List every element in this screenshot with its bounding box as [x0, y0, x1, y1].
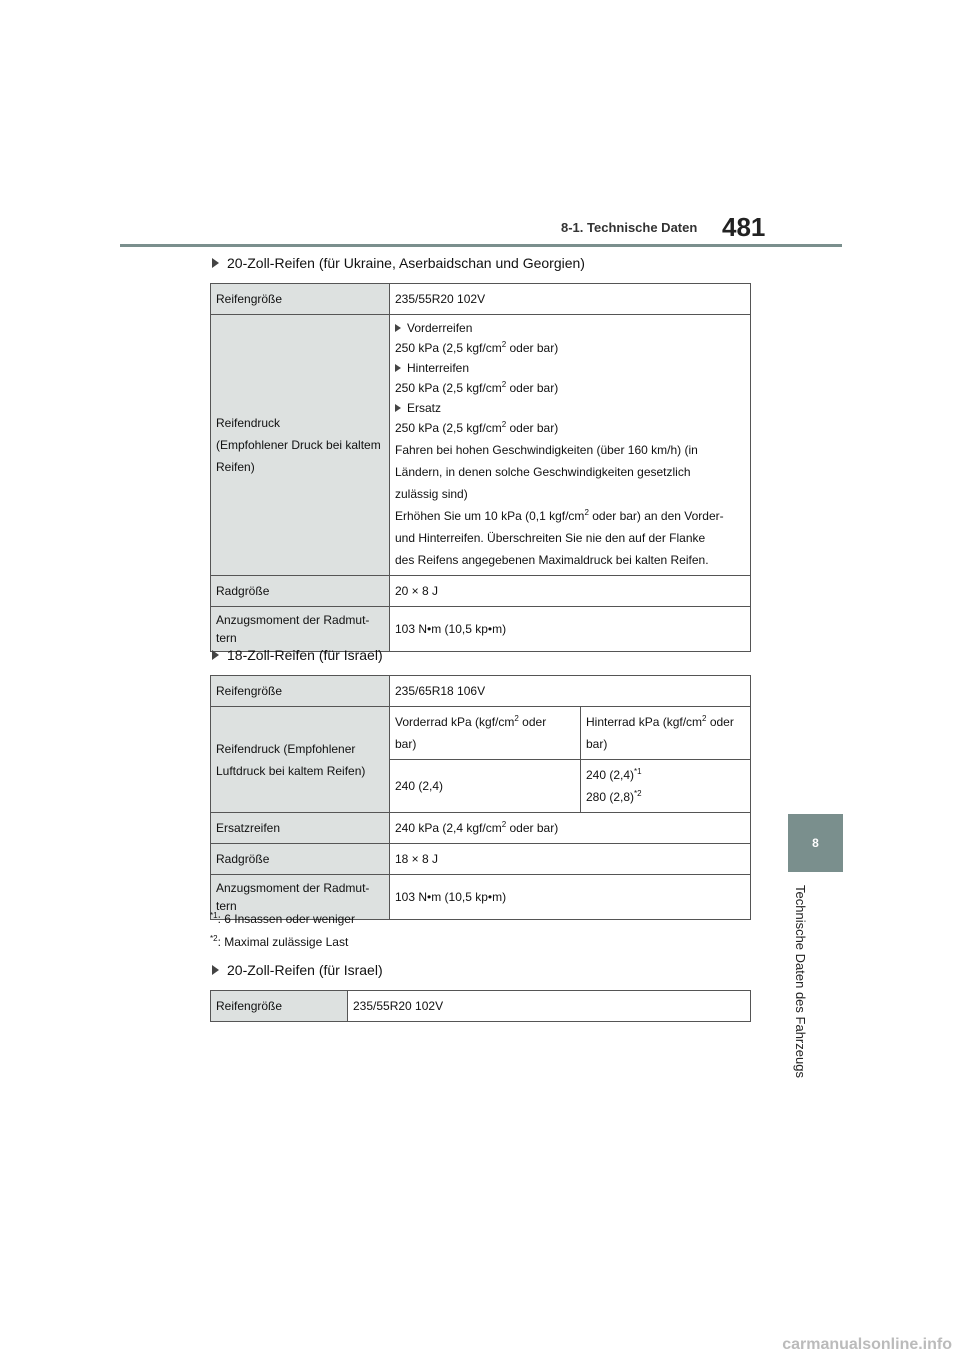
- table-row: [211, 315, 751, 576]
- table-cell-label: Ersatzreifen: [211, 813, 390, 844]
- table-row: [211, 844, 751, 875]
- subheading-rear: Hinterreifen: [395, 359, 745, 377]
- table1-heading: 20-Zoll-Reifen (für Ukraine, Aserbaidschan und Georgien): [212, 255, 585, 271]
- footnote-2: $^{*2}$: Maximal zulässige Last: [210, 934, 349, 949]
- chapter-number: 8: [812, 836, 819, 850]
- table-row: [211, 991, 751, 1022]
- table-cell-label: Radgröße: [211, 844, 390, 875]
- table-cell-label: Radgröße: [211, 576, 390, 607]
- table-cell-label: Reifengröße: [211, 284, 390, 315]
- table-cell-value: 235/55R20 102V: [348, 991, 751, 1022]
- table3-heading: 20-Zoll-Reifen (für Israel): [212, 962, 383, 978]
- table-row: [211, 707, 751, 760]
- table-cell-label: Anzugsmoment der Radmut- tern: [211, 607, 390, 652]
- table-row: [211, 813, 751, 844]
- table3: [210, 990, 751, 1022]
- table-cell-front-value: 240 (2,4): [390, 760, 581, 813]
- table-row: [211, 284, 751, 315]
- table-cell-front-header: Vorderrad kPa ($kgf/cm^2$ oder bar): [390, 707, 581, 760]
- chapter-title-text: Technische Daten des Fahrzeugs: [793, 885, 808, 1078]
- triangle-bullet-icon: [395, 404, 401, 412]
- table-cell-label: Reifengröße: [211, 991, 348, 1022]
- triangle-bullet-icon: [212, 650, 219, 660]
- table-row: [211, 576, 751, 607]
- triangle-bullet-icon: [395, 324, 401, 332]
- table-cell-value: 235/55R20 102V: [390, 284, 751, 315]
- subheading-front: Vorderreifen: [395, 319, 745, 337]
- subheading-spare: Ersatz: [395, 399, 745, 417]
- page-number: 481: [722, 212, 766, 242]
- table-cell-label: Reifengröße: [211, 676, 390, 707]
- table-row: [211, 607, 751, 652]
- table-cell-label: Anzugsmoment der Radmut- tern: [211, 875, 390, 920]
- section-title: 8-1. Technische Daten: [561, 220, 698, 235]
- table-cell-label: Reifendruck (Empfohlener Druck bei kaltem Reifen): [211, 315, 390, 576]
- table-cell-value: 103 N•m (10,5 kp•m): [390, 875, 751, 920]
- triangle-bullet-icon: [212, 258, 219, 268]
- table-cell-value: 103 N•m (10,5 kp•m): [390, 607, 751, 652]
- watermark: carmanualsonline.info: [782, 1336, 952, 1353]
- triangle-bullet-icon: [395, 364, 401, 372]
- table-cell-value: 235/65R18 106V: [390, 676, 751, 707]
- table-cell-value: 18 × 8 J: [390, 844, 751, 875]
- table2-heading: 18-Zoll-Reifen (für Israel): [212, 647, 383, 663]
- table-cell-value: 20 × 8 J: [390, 576, 751, 607]
- table-cell-rear-header: Hinterrad kPa ($kgf/cm^2$ oder bar): [581, 707, 751, 760]
- chapter-title: [788, 885, 812, 1095]
- triangle-bullet-icon: [212, 965, 219, 975]
- chapter-tab[interactable]: [788, 814, 843, 872]
- footnote-1: $^{*1}$: 6 Insassen oder weniger: [210, 911, 355, 926]
- table-cell-label: Reifendruck (Empfohlener Luftdruck bei kaltem Reifen): [211, 707, 390, 813]
- table1: [210, 283, 751, 652]
- table-cell-value: 240 kPa (2,4 kgf/$cm^2$ oder bar): [390, 813, 751, 844]
- table2: [210, 675, 751, 920]
- table-cell-rear-value: 240 $(2,4)^{*1}$ 280 $(2,8)^{*2}$: [581, 760, 751, 813]
- table-row: [211, 676, 751, 707]
- header-rule: [120, 244, 842, 247]
- table-cell-value: Vorderreifen 250 kPa (2,5 kgf/$cm^2$ oder bar) Hinterreifen 250 kPa (2,5 kgf/$cm^2$ oder bar) Ersatz 250 kPa (2,5 kgf/$cm^2$ oder bar) Fahren bei hohen Geschwindigkeiten (über 160 km/h) (in Ländern, in denen solche Geschwindigkeiten gesetzlich zulässig sind) Erhöhen Sie um 10 kPa (0,1 kgf/$cm^2$ oder bar) an den Vorder- und Hinterreifen. Überschreiten Sie nie den auf der Flanke des Reifens angegebenen Maximaldruck bei kalten Reifen.: [390, 315, 751, 576]
